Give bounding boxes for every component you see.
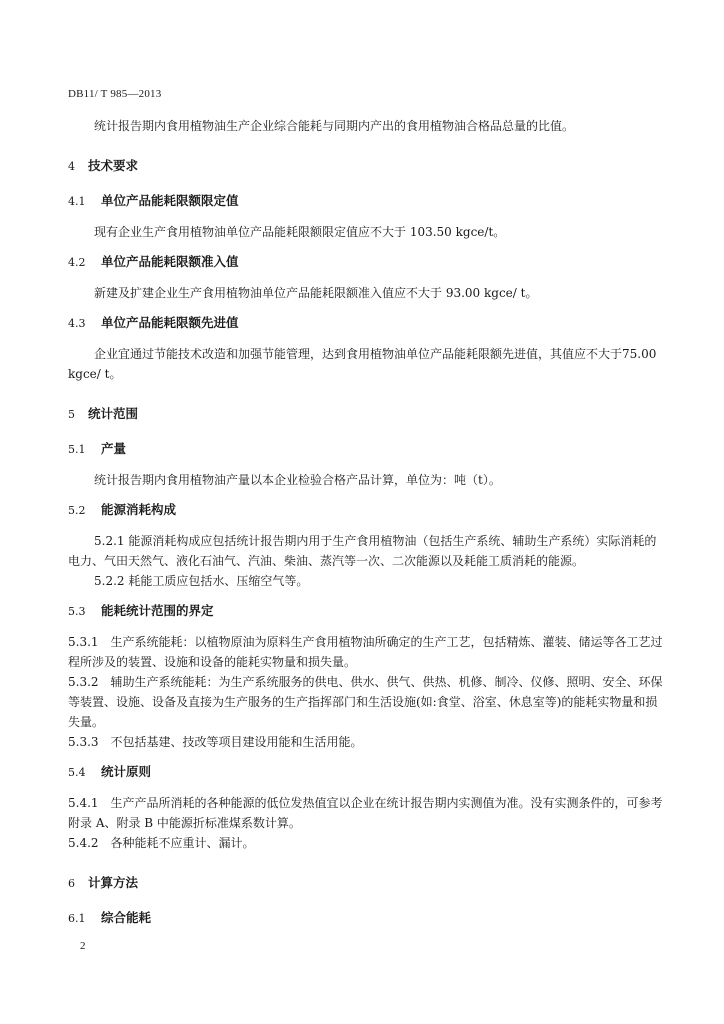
section-4-3-heading bbox=[68, 313, 666, 334]
section-6-1-heading bbox=[68, 908, 666, 929]
definition-paragraph: 统计报告期内食用植物油生产企业综合能耗与同期内产出的食用植物油合格品总量的比值。 bbox=[94, 119, 575, 133]
section-4-3-text: 企业宜通过节能技术改造和加强节能管理，达到食用植物油单位产品能耗限额先进值，其值应不大于75.00 kgce/ t。 bbox=[68, 347, 657, 381]
section-number: 4 bbox=[68, 160, 75, 173]
section-number: 4.2 bbox=[68, 256, 86, 269]
clause-5-2-2: 5.2.2 耗能工质应包括水、压缩空气等。 bbox=[94, 574, 309, 588]
section-number: 5.3 bbox=[68, 605, 86, 618]
section-title: 能源消耗构成 bbox=[101, 502, 177, 517]
section-title: 单位产品能耗限额限定值 bbox=[101, 193, 239, 208]
section-6-heading bbox=[68, 873, 666, 894]
section-title: 计算方法 bbox=[88, 875, 139, 890]
standard-code: DB11/ T 985—2013 bbox=[68, 88, 162, 100]
section-title: 能耗统计范围的界定 bbox=[101, 603, 214, 618]
section-number: 5.2 bbox=[68, 504, 86, 517]
section-5-2-heading bbox=[68, 500, 666, 521]
section-number: 5.1 bbox=[68, 443, 86, 456]
section-4-2-text: 新建及扩建企业生产食用植物油单位产品能耗限额准入值应不大于 93.00 kgce/ t。 bbox=[94, 286, 538, 300]
section-4-heading bbox=[68, 156, 666, 177]
section-number: 5 bbox=[68, 408, 75, 421]
section-4-1-heading bbox=[68, 191, 666, 212]
section-title: 产量 bbox=[101, 441, 127, 456]
clause-5-2-1: 5.2.1 能源消耗构成应包括统计报告期内用于生产食用植物油（包括生产系统、辅助生产系统）实际消耗的电力、气田天然气、液化石油气、汽油、柴油、蒸汽等一次、二次能源以及耗能工质消耗的能源。 bbox=[68, 534, 657, 568]
section-title: 统计范围 bbox=[88, 406, 139, 421]
section-number: 4.1 bbox=[68, 195, 86, 208]
section-title: 单位产品能耗限额先进值 bbox=[101, 315, 239, 330]
section-title: 综合能耗 bbox=[101, 910, 152, 925]
section-5-1-text: 统计报告期内食用植物油产量以本企业检验合格产品计算，单位为：吨（t）。 bbox=[94, 473, 501, 487]
clause-5-3-2: 5.3.2 辅助生产系统能耗：为生产系统服务的供电、供水、供气、供热、机修、制冷、仪修、照明、安全、环保等装置、设施、设备及直接为生产服务的生产指挥部门和生活设施(如:食堂、浴室、休息室等)的能耗实物量和损失量。 bbox=[68, 675, 663, 729]
clause-5-3-1: 5.3.1 生产系统能耗：以植物原油为原料生产食用植物油所确定的生产工艺，包括精炼、灌装、储运等各工艺过程所涉及的装置、设施和设备的能耗实物量和损失量。 bbox=[68, 635, 663, 669]
section-title: 单位产品能耗限额准入值 bbox=[101, 254, 239, 269]
section-number: 6 bbox=[68, 877, 75, 890]
section-number: 5.4 bbox=[68, 766, 86, 779]
section-4-1-text: 现有企业生产食用植物油单位产品能耗限额限定值应不大于 103.50 kgce/t。 bbox=[94, 225, 506, 239]
document-body bbox=[68, 116, 666, 929]
section-number: 6.1 bbox=[68, 912, 86, 925]
section-title: 统计原则 bbox=[101, 764, 152, 779]
clause-5-3-3: 5.3.3 不包括基建、技改等项目建设用能和生活用能。 bbox=[68, 735, 363, 749]
section-title: 技术要求 bbox=[88, 158, 139, 173]
section-5-1-heading bbox=[68, 439, 666, 460]
section-number: 4.3 bbox=[68, 317, 86, 330]
page-number: 2 bbox=[80, 940, 86, 952]
section-5-heading bbox=[68, 404, 666, 425]
clause-5-4-1: 5.4.1 生产产品所消耗的各种能源的低位发热值宜以企业在统计报告期内实测值为准。没有实测条件的，可参考附录 A、附录 B 中能源折标准煤系数计算。 bbox=[68, 796, 663, 830]
section-5-4-heading bbox=[68, 762, 666, 783]
clause-5-4-2: 5.4.2 各种能耗不应重计、漏计。 bbox=[68, 836, 255, 850]
section-5-3-heading bbox=[68, 601, 666, 622]
section-4-2-heading bbox=[68, 252, 666, 273]
